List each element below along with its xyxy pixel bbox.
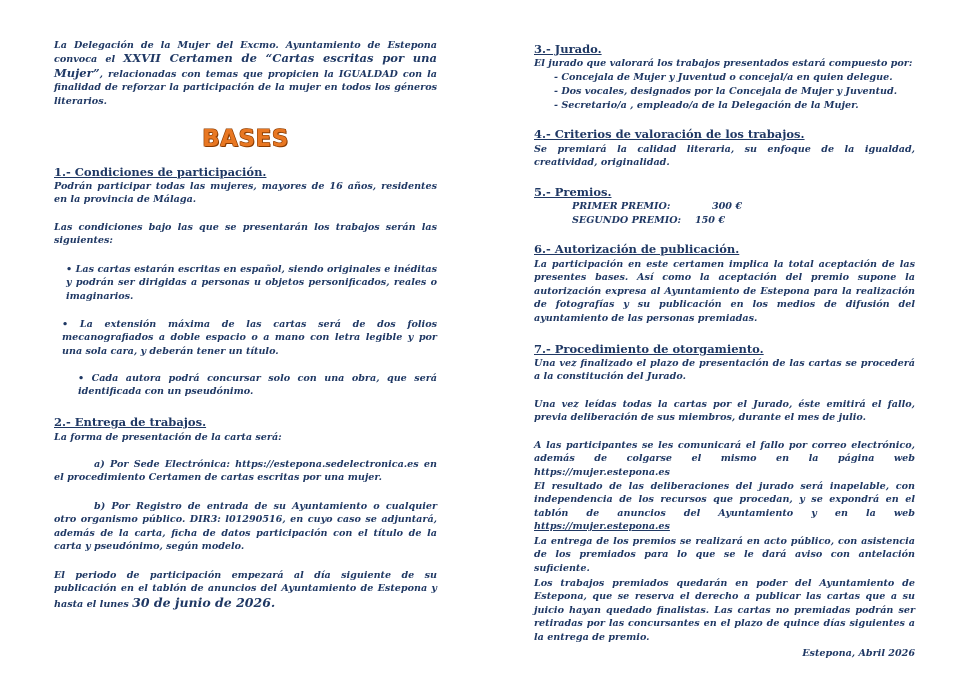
website-link[interactable]: https://mujer.estepona.es (534, 521, 670, 533)
section-3-heading: 3.- Jurado. (534, 42, 602, 56)
period-text: El periodo de participación empezará al día siguiente de su publicación en el tablón de anuncios del Ayuntamiento de Estepona y hasta el lunes (54, 570, 437, 610)
section-4-heading: 4.- Criterios de valoración de los trabajos. (534, 127, 805, 141)
section-7-paragraph-6: Los trabajos premiados quedarán en poder del Ayuntamiento de Estepona, que se reserva el derecho a publicar las cartas que a su juicio hayan quedado finalistas. Las cartas no premiadas podrán ser retiradas por las concursantes en el plazo de quince días siguientes a la entrega de premio. (534, 578, 915, 643)
jury-member-1: - Concejala de Mujer y Juventud o concejal/a en quien delegue. (554, 72, 893, 83)
second-prize-label: SEGUNDO PREMIO: (572, 215, 682, 226)
section-1-bullet-2: • La extensión máxima de las cartas será de dos folios mecanografiados a doble espacio o a mano con letra legible y por una sola cara, y deberán tener un título. (62, 319, 437, 357)
section-6-authorization: La participación en este certamen implica la total aceptación de las presentes bases. Así como la aceptación del premio supone la autorización expresa al Ayuntamiento de Estepona para la realización de fotografías y su publicación en los medios de difusión del ayuntamiento de las personas premiadas. (534, 259, 915, 324)
section-2-period (54, 569, 437, 611)
section-7-heading: 7.- Procedimiento de otorgamiento. (534, 342, 764, 356)
intro-text-2: , relacionadas con temas que propicien la IGUALDAD con la finalidad de reforzar la participación de la mujer en todos los géneros literarios. (54, 68, 437, 107)
certamen-name: XXVII Certamen de “Cartas escritas por una Mujer” (54, 51, 437, 80)
first-prize-label: PRIMER PREMIO: (572, 201, 671, 212)
section-5-heading: 5.- Premios. (534, 185, 612, 199)
section-2-intro: La forma de presentación de la carta será: (54, 432, 282, 443)
section-1-bullet-1: • Las cartas estarán escritas en español, siendo originales e inéditas y podrán ser dirigidas a personas u objetos personificados, reales o imaginarios. (66, 264, 437, 302)
section-2-option-a: a) Por Sede Electrónica: https://estepona.sedelectronica.es en el procedimiento Certamen de cartas escritas por una mujer. (54, 459, 437, 484)
intro-paragraph (54, 39, 437, 108)
section-6-heading: 6.- Autorización de publicación. (534, 242, 740, 256)
first-prize-row (572, 200, 915, 213)
section-3-intro: El jurado que valorará los trabajos presentados estará compuesto por: (534, 58, 913, 69)
section-2-option-b: b) Por Registro de entrada de su Ayuntamiento o cualquier otro organismo público. DIR3: l01290516, en cuyo caso se adjuntará, además de la carta, ficha de datos participación con el título de la carta y pseudónimo, según modelo. (54, 501, 437, 553)
section-7-paragraph-4 (534, 480, 915, 534)
paragraph-4-text: El resultado de las deliberaciones del jurado será inapelable, con independencia de los recursos que procedan, y se expondrá en el tablón de anuncios del Ayuntamiento y en la web (534, 481, 915, 519)
section-7-paragraph-2: Una vez leídas todas la cartas por el Jurado, éste emitirá el fallo, previa deliberación de sus miembros, durante el mes de julio. (534, 399, 915, 424)
first-prize-value: 300 € (711, 201, 742, 212)
bases-title: BASES (202, 126, 289, 152)
jury-member-3: - Secretario/a , empleado/a de la Delegación de la Mujer. (554, 100, 859, 111)
section-7-paragraph-3: A las participantes se les comunicará el fallo por correo electrónico, además de colgarse el mismo en la página web https://mujer.estepona.es (534, 440, 915, 478)
signature-date: Estepona, Abril 2026 (802, 648, 915, 659)
second-prize-value: 150 € (694, 215, 725, 226)
intro-text-1: La Delegación de la Mujer del Excmo. Ayuntamiento de Estepona convoca el (54, 40, 437, 66)
deadline-date: 30 de junio de 2026. (132, 594, 276, 610)
section-1-conditions-intro: Las condiciones bajo las que se presentarán los trabajos serán las siguientes: (54, 222, 437, 247)
section-4-criteria: Se premiará la calidad literaria, su enfoque de la igualdad, creatividad, originalidad. (534, 144, 915, 169)
section-1-heading: 1.- Condiciones de participación. (54, 165, 267, 179)
section-7-paragraph-1: Una vez finalizado el plazo de presentación de las cartas se procederá a la constitución del Jurado. (534, 358, 915, 383)
second-prize-row (572, 214, 915, 227)
section-1-eligibility: Podrán participar todas las mujeres, mayores de 16 años, residentes en la provincia de Málaga. (54, 181, 437, 206)
section-1-bullet-3: • Cada autora podrá concursar solo con una obra, que será identificada con un pseudónimo. (78, 373, 437, 398)
section-7-paragraph-5: La entrega de los premios se realizará en acto público, con asistencia de los premiados para lo que se le dará aviso con antelación suficiente. (534, 536, 915, 574)
section-2-heading: 2.- Entrega de trabajos. (54, 415, 207, 429)
jury-member-2: - Dos vocales, designados por la Concejala de Mujer y Juventud. (554, 86, 898, 97)
